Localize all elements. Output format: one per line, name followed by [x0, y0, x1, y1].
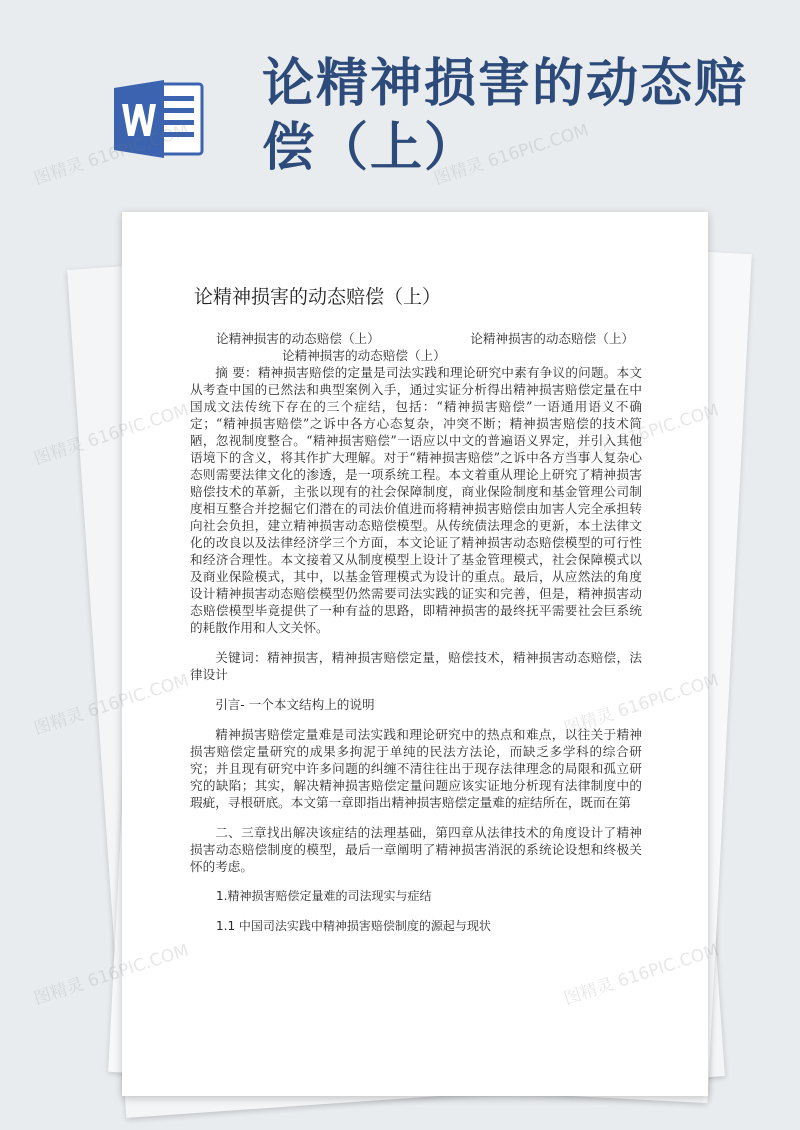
repeated-title-row	[190, 330, 642, 347]
page-title: 论精神损害的动态赔偿（上）	[194, 286, 442, 308]
intro-paragraph-2: 二、三章找出解决该症结的法理基础，第四章从法律技术的角度设计了精神损害动态赔偿制度的模型，最后一章阐明了精神损害消泯的系统论设想和终极关怀的考虑。	[190, 825, 642, 874]
header-banner	[0, 0, 800, 205]
watermark-3: 图精灵	[31, 434, 87, 470]
abstract-paragraph: 摘 要：精神损害赔偿的定量是司法实践和理论研究中素有争议的问题。本文从考查中国的已然法和典型案例入手，通过实证分析得出精神损害赔偿定量在中国成文法传统下存在的三个症结，包括：“精神损害赔偿”一语通用语义不确定；“精神损害赔偿”之诉中各方心态复杂，冲突不断；精神损害赔偿的技术简陋，忽视制度整合。“精神损害赔偿”一语应以中文的普遍语义界定，并引入其他语境下的含义，将其作扩大理解。对于“精神损害赔偿”之诉中各方当事人复杂心态则需要法律文化的渗透，是一项系统工程。本文着重从理论上研究了精神损害赔偿技术的革新，主张以现有的社会保障制度，商业保险制度和基金管理公司制度相互整合并挖掘它们潜在的司法价值进而将精神损害赔偿由加害人完全承担转向社会负担，建立精神损害动态赔偿模型。从传统债法理念的更新，本土法律文化的改良以及法律经济学三个方面，本文论证了精神损害动态赔偿模型的可行性和经济合理性。本文接着又从制度模型上设计了基金管理模式，社会保障模式以及商业保险模式，其中，以基金管理模式为设计的重点。最后，从应然法的角度设计精神损害动态赔偿模型仍然需要司法实践的证实和完善，但是，精神损害动态赔偿模型毕竟提供了一种有益的思路，即精神损害的最终抚平需要社会巨系统的耗散作用和人文关怀。	[190, 365, 642, 635]
repeated-title-a: 论精神损害的动态赔偿（上）	[216, 331, 380, 346]
watermark-1: 图精灵 616PIC.COM	[31, 120, 192, 190]
watermark-7: 图精灵 616PIC.COM	[31, 940, 192, 1010]
section-heading-1-1: 1.1 中国司法实践中精神损害赔偿制度的源起与现状	[216, 919, 491, 933]
document-title: 论精神损害的动态赔偿（上）	[262, 54, 749, 178]
watermark-5: 图精灵	[31, 704, 87, 740]
word-document-icon	[112, 78, 208, 160]
watermark-2: 图精灵 616PIC.COM	[431, 120, 592, 190]
intro-paragraph-1: 精神损害赔偿定量难是司法实践和理论研究中的热点和难点，以往关于精神损害赔偿定量研究的成果多拘泥于单纯的民法方法论，而缺乏多学科的综合研究；并且现有研究中许多问题的纠缠不清往往出于现存法律理念的局限和孤立研究的缺陷；其实，解决精神损害赔偿定量问题应该实证地分析现有法律制度中的瑕疵，寻根研底。本文第一章即指出精神损害赔偿定量难的症结所在，既而在第	[190, 727, 642, 810]
repeated-title-c: 论精神损害的动态赔偿（上）	[282, 348, 446, 363]
section-heading-1: 1.精神损害赔偿定量难的司法现实与症结	[216, 889, 432, 903]
intro-heading: 引言- 一个本文结构上的说明	[215, 697, 375, 712]
keywords-paragraph: 关键词：精神损害，精神损害赔偿定量，赔偿技术，精神损害动态赔偿，法律设计	[190, 650, 642, 682]
document-page	[122, 212, 708, 1096]
document-body	[190, 330, 642, 935]
repeated-title-b: 论精神损害的动态赔偿（上）	[470, 331, 634, 346]
